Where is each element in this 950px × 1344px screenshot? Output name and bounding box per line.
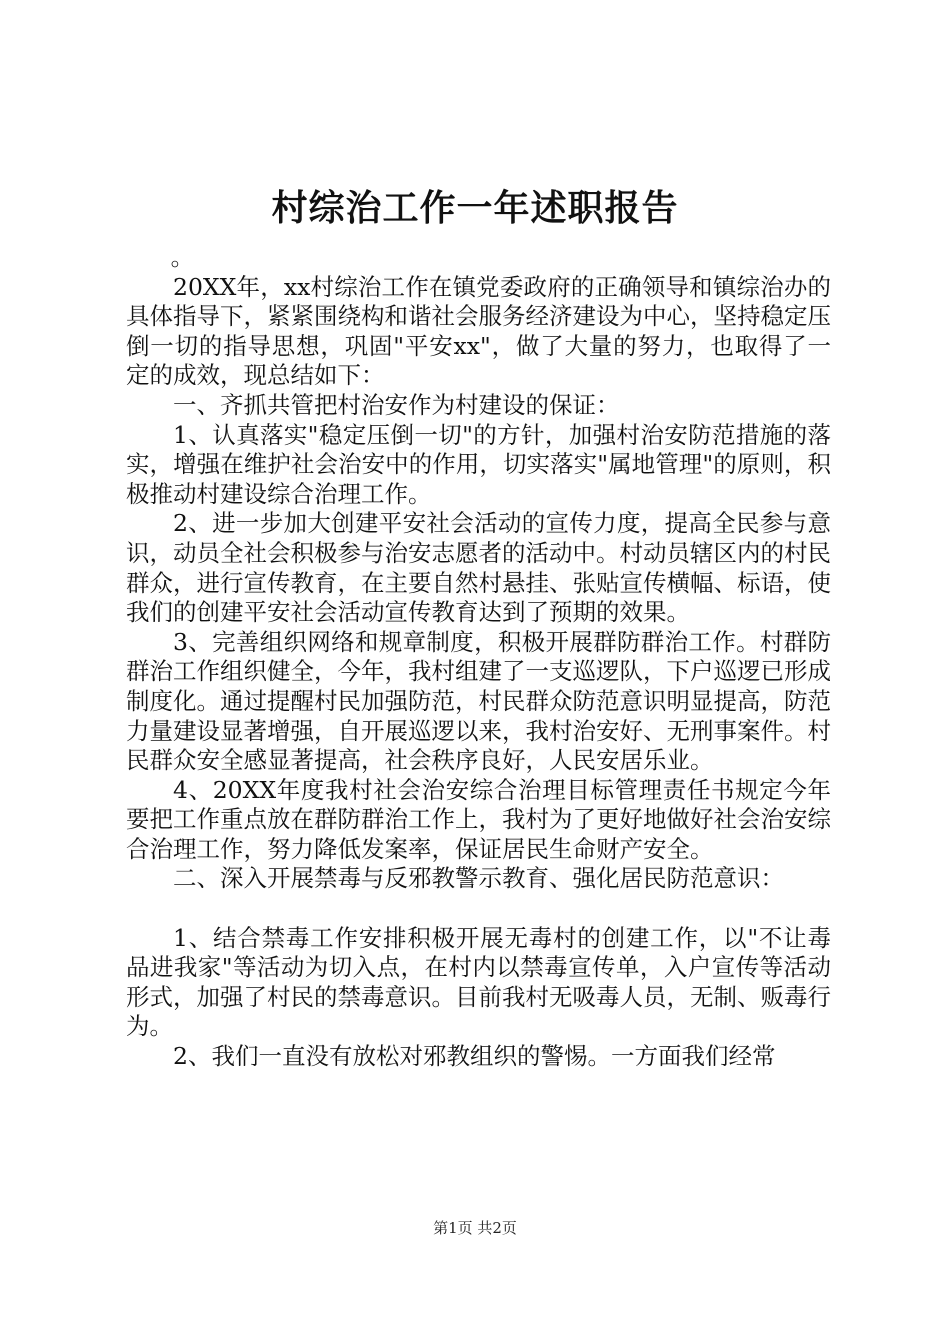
paragraph-item: 2、我们一直没有放松对邪教组织的警惕。一方面我们经常 (173, 1042, 776, 1071)
section-heading-1: 一、齐抓共管把村治安作为村建设的保证： (173, 390, 620, 419)
section-heading-2: 二、深入开展禁毒与反邪教警示教育、强化居民防范意识： (173, 864, 784, 893)
paragraph-item: 1、认真落实"稳定压倒一切"的方针，加强村治安防范措施的落实，增强在维护社会治安中的作用，切实落实"属地管理"的原则，积极推动村建设综合治理工作。 (126, 420, 831, 508)
paragraph-item: 4、20XX年度我村社会治安综合治理目标管理责任书规定今年要把工作重点放在群防群治工作上，我村为了更好地做好社会治安综合治理工作，努力降低发案率，保证居民生命财产安全。 (126, 775, 831, 863)
paragraph-intro: 20XX年，xx村综治工作在镇党委政府的正确领导和镇综治办的具体指导下，紧紧围绕构和谐社会服务经济建设为中心，坚持稳定压倒一切的指导思想，巩固"平安xx"，做了大量的努力，也取得了一定的成效，现总结如下： (126, 272, 831, 390)
paragraph-fragment: 。 (170, 243, 195, 271)
paragraph-item: 2、进一步加大创建平安社会活动的宣传力度，提高全民参与意识，动员全社会积极参与治安志愿者的活动中。村动员辖区内的村民群众，进行宣传教育，在主要自然村悬挂、张贴宣传横幅、标语，使我们的创建平安社会活动宣传教育达到了预期的效果。 (126, 509, 831, 627)
document-title: 村综治工作一年述职报告 (271, 187, 679, 229)
document-body (126, 243, 831, 1072)
paragraph-item: 3、完善组织网络和规章制度，积极开展群防群治工作。村群防群治工作组织健全，今年，我村组建了一支巡逻队，下户巡逻已形成制度化。通过提醒村民加强防范，村民群众防范意识明显提高，防范力量建设显著增强，自开展巡逻以来，我村治安好、无刑事案件。村民群众安全感显著提高，社会秩序良好，人民安居乐业。 (126, 627, 831, 775)
page-number: 第1页 共2页 (433, 1219, 517, 1237)
paragraph-item: 1、结合禁毒工作安排积极开展无毒村的创建工作，以"不让毒品进我家"等活动为切入点，在村内以禁毒宣传单，入户宣传等活动形式，加强了村民的禁毒意识。目前我村无吸毒人员，无制、贩毒行为。 (126, 923, 831, 1041)
